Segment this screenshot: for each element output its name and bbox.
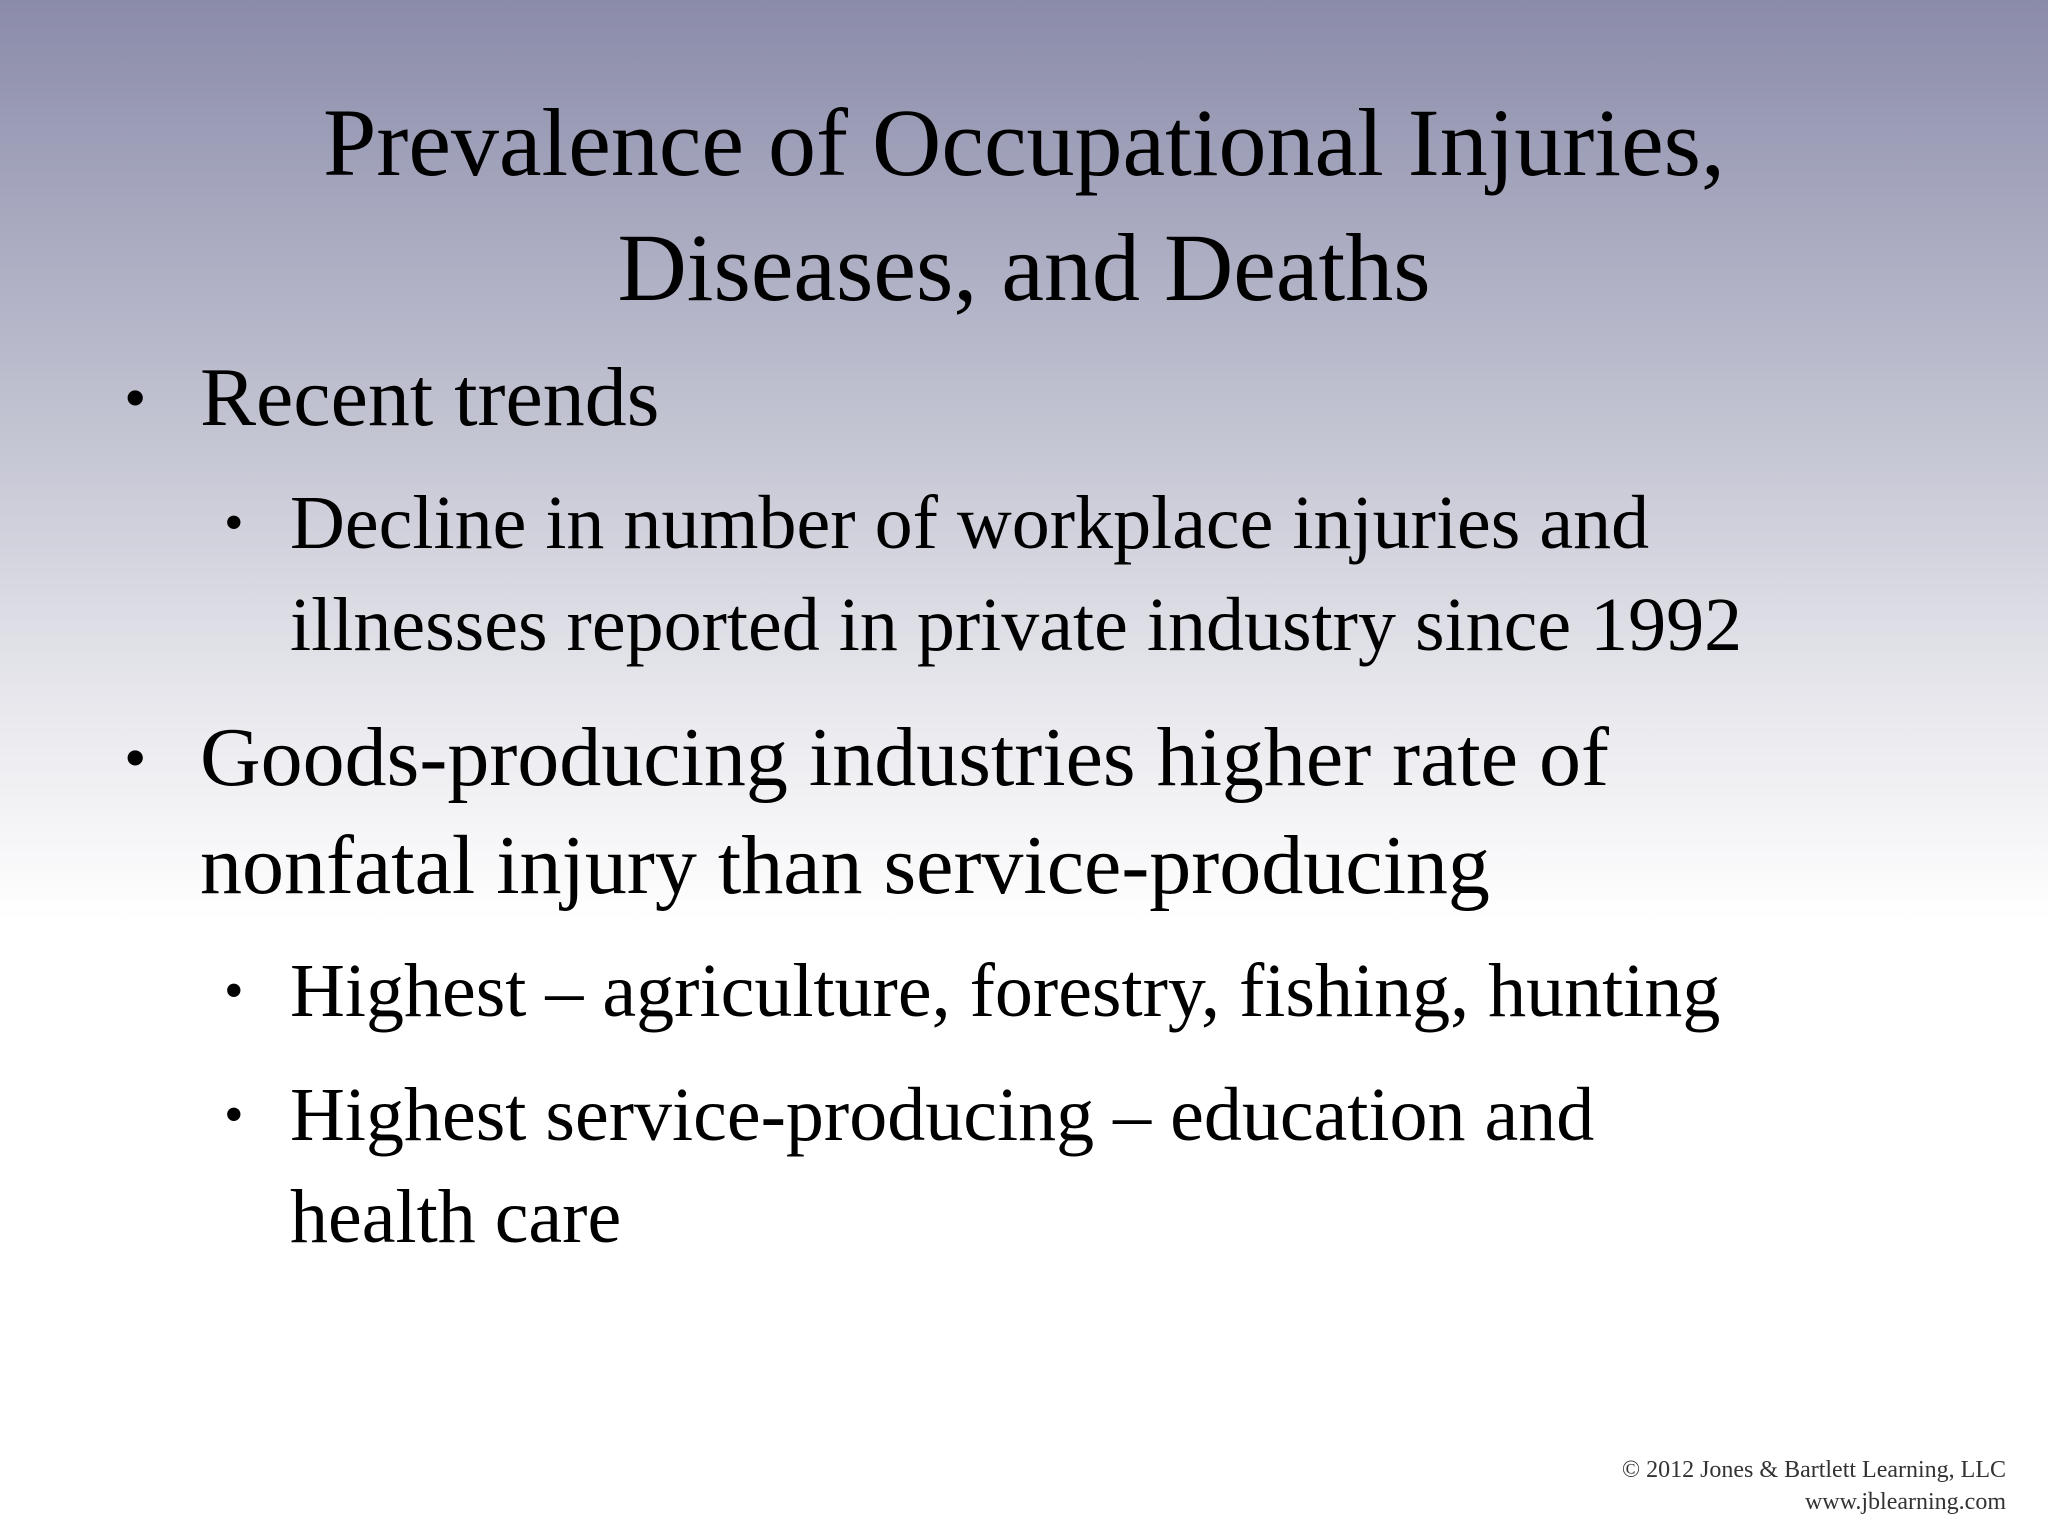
bullet-text: Goods-producing industries higher rate of: [200, 711, 1610, 804]
title-line-2: Diseases, and Deaths: [617, 214, 1431, 321]
bullet-text: Highest service-producing – education and: [290, 1073, 1595, 1157]
sub-bullet-decline: [224, 472, 1743, 676]
bullet-goods-producing: [124, 704, 1610, 920]
bullet-recent-trends: [124, 344, 660, 452]
copyright-notice: [1622, 1454, 2006, 1518]
bullet-icon: •: [224, 492, 244, 554]
copyright-line: © 2012 Jones & Bartlett Learning, LLC: [1621, 1457, 2006, 1483]
bullet-icon: •: [124, 722, 147, 793]
bullet-text: illnesses reported in private industry since 1992: [290, 583, 1743, 667]
bullet-text: Decline in number of workplace injuries and: [290, 481, 1650, 565]
bullet-text: health care: [290, 1175, 622, 1259]
bullet-text: Recent trends: [200, 351, 660, 444]
bullet-text: Highest – agriculture, forestry, fishing, hunting: [290, 949, 1721, 1033]
bullet-icon: •: [224, 1084, 244, 1146]
sub-bullet-highest-agriculture: [224, 940, 1721, 1042]
bullet-text: nonfatal injury than service-producing: [200, 819, 1490, 912]
sub-bullet-highest-service: [224, 1064, 1595, 1268]
publisher-url: www.jblearning.com: [1804, 1489, 2006, 1515]
title-line-1: Prevalence of Occupational Injuries,: [322, 89, 1726, 196]
bullet-icon: •: [124, 362, 147, 433]
bullet-icon: •: [224, 960, 244, 1022]
